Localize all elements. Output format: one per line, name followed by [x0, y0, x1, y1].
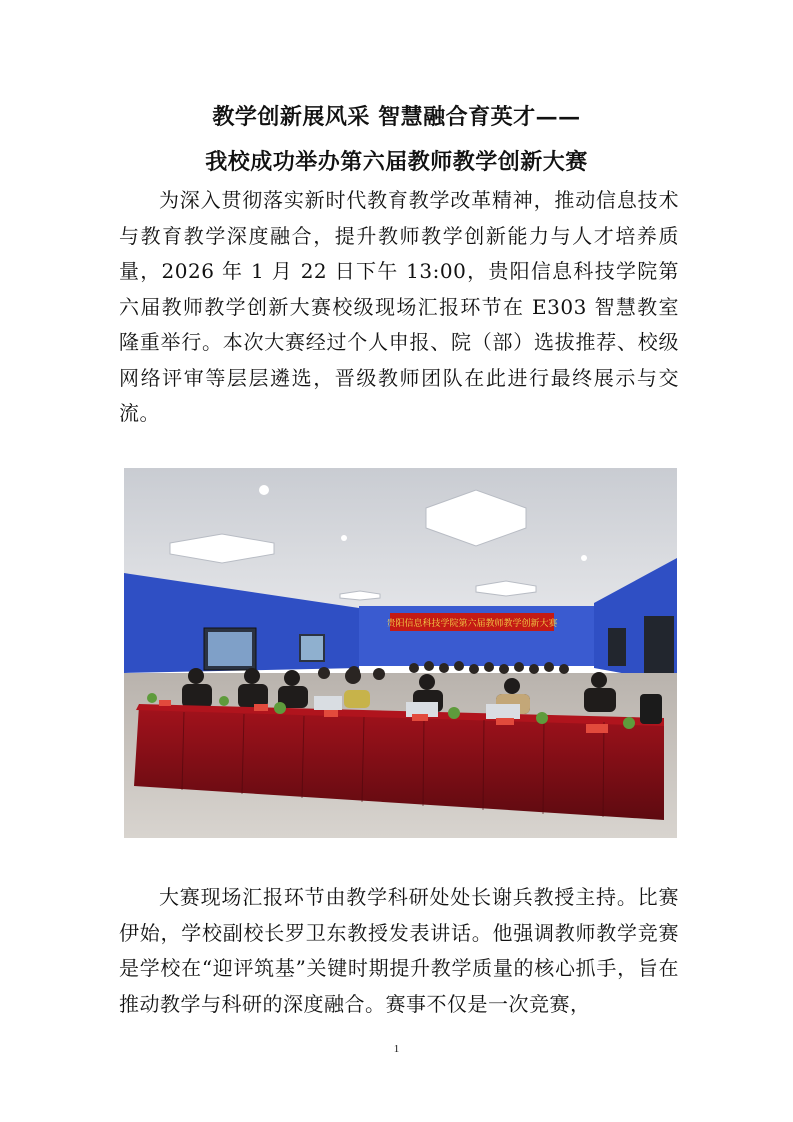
headline-line-1: 教学创新展风采 智慧融合育英才—— — [212, 104, 581, 130]
event-photo — [124, 468, 677, 838]
page-number: 1 — [393, 1043, 400, 1055]
intro-paragraph: 为深入贯彻落实新时代教育教学改革精神，推动信息技术与教育教学深度融合，提升教师教学创新能力与人才培养质量，2026 年 1 月 22 日下午 13:00，贵阳信息科技学院第六届教师教学创新大赛校级现场汇报环节在 E303 智慧教室隆重举行。本次大赛经过个人申报、院（部）选拔推荐、校级网络评审等层层遴选，晋级教师团队在此进行最终展示与交流。 — [119, 188, 679, 425]
banner-text: 贵阳信息科技学院第六届教师教学创新大赛 — [386, 619, 558, 629]
headline-line-2: 我校成功举办第六届教师教学创新大赛 — [205, 149, 588, 175]
body-paragraph: 大赛现场汇报环节由教学科研处处长谢兵教授主持。比赛伊始，学校副校长罗卫东教授发表讲话。他强调教师教学竞赛是学校在“迎评筑基”关键时期提升教学质量的核心抓手，旨在推动教学与科研的深度融合。赛事不仅是一次竞赛， — [119, 885, 679, 1016]
